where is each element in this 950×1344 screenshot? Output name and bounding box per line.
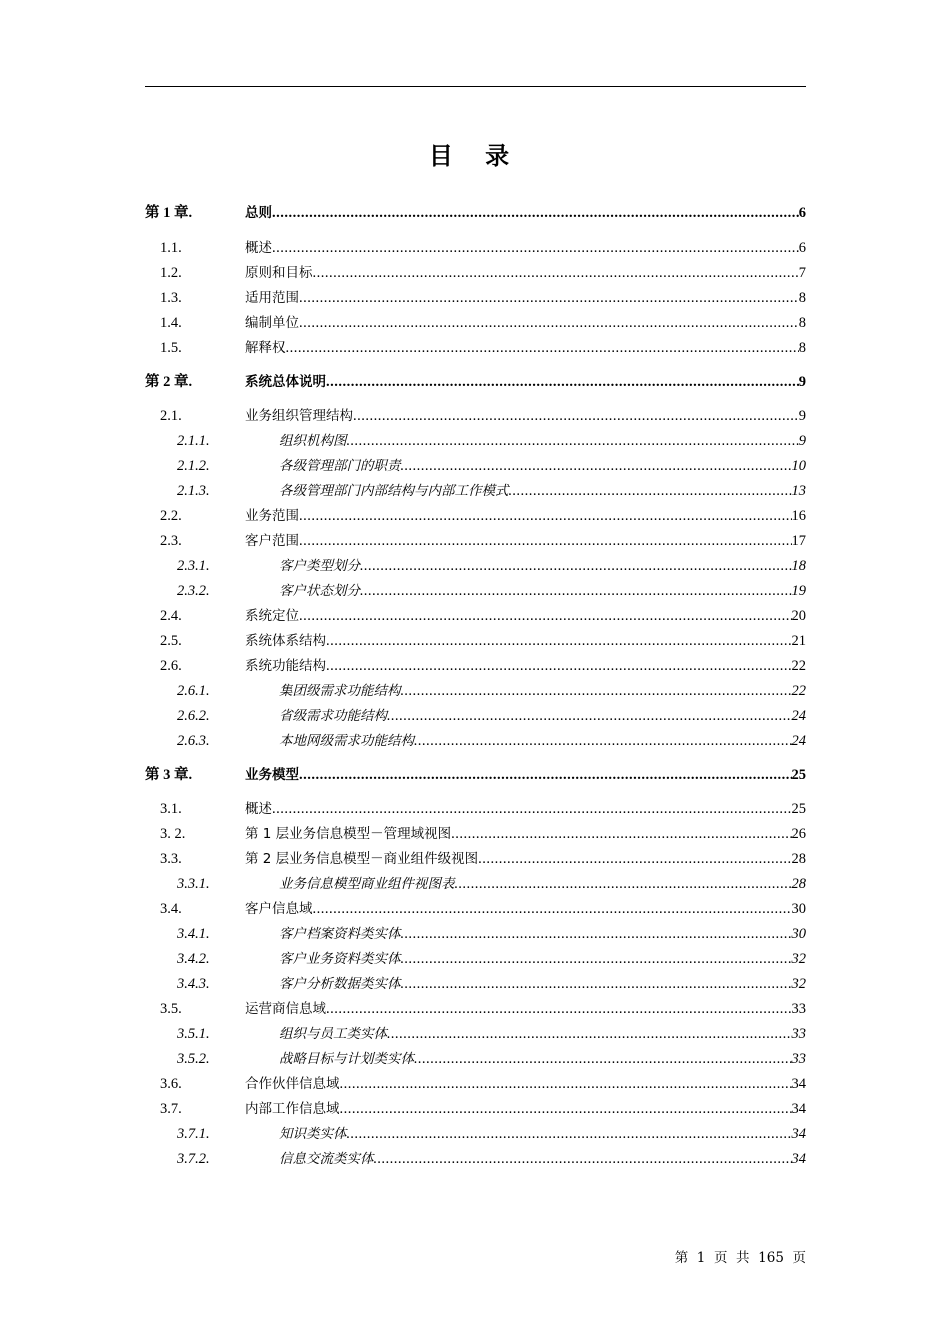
toc-entry-number: 3.4.3. <box>177 976 210 992</box>
toc-entry[interactable] <box>160 606 806 626</box>
dot-leader <box>299 606 792 626</box>
toc-entry-number: 3.7.1. <box>177 1126 210 1142</box>
toc-entry-label: 原则和目标 <box>245 265 313 281</box>
dot-leader <box>347 431 799 451</box>
toc-entry-label: 集团级需求功能结构 <box>279 683 401 699</box>
toc-entry-number: 2.6. <box>160 658 182 674</box>
toc-entry-page: 33 <box>791 1051 806 1067</box>
toc-entry-page: 6 <box>798 205 806 221</box>
toc-entry-page: 33 <box>791 1026 806 1042</box>
dot-leader <box>401 949 792 969</box>
toc-entry[interactable] <box>160 899 806 919</box>
toc-entry-label: 客户范围 <box>245 533 299 549</box>
toc-entry-number: 2.4. <box>160 608 182 624</box>
toc-entry[interactable] <box>160 824 806 844</box>
toc-entry-label: 系统体系结构 <box>245 633 326 649</box>
toc-entry-page: 26 <box>791 826 806 842</box>
toc-entry-number: 3.7. <box>160 1101 182 1117</box>
toc-entry-number: 2.6.1. <box>177 683 210 699</box>
dot-leader <box>340 1074 792 1094</box>
toc-entry-number: 3.3. <box>160 851 182 867</box>
toc-entry-label: 客户档案资料类实体 <box>279 926 401 942</box>
dot-leader <box>401 974 792 994</box>
toc-entry-label: 解释权 <box>245 340 286 356</box>
toc-entry-number: 第 3 章. <box>145 767 193 783</box>
toc-entry-page: 30 <box>791 901 806 917</box>
toc-entry[interactable] <box>177 1149 806 1169</box>
toc-entry-number: 3.1. <box>160 801 182 817</box>
dot-leader <box>326 656 792 676</box>
toc-entry-label: 各级管理部门内部结构与内部工作模式 <box>279 483 509 499</box>
toc-entry-page: 10 <box>791 458 806 474</box>
toc-entry-number: 2.3.2. <box>177 583 210 599</box>
toc-entry-number: 3.5. <box>160 1001 182 1017</box>
toc-entry-number: 第 1 章. <box>145 205 193 221</box>
toc-entry-label: 系统总体说明 <box>245 374 326 390</box>
toc-entry-page: 7 <box>798 265 806 281</box>
toc-entry[interactable] <box>177 431 806 451</box>
toc-entry[interactable] <box>160 799 806 819</box>
toc-entry-number: 2.1. <box>160 408 182 424</box>
toc-entry-number: 1.2. <box>160 265 182 281</box>
toc-entry-page: 8 <box>798 340 806 356</box>
toc-entry[interactable] <box>160 999 806 1019</box>
toc-entry-page: 16 <box>791 508 806 524</box>
dot-leader <box>478 849 791 869</box>
toc-entry-number: 1.3. <box>160 290 182 306</box>
toc-entry[interactable] <box>177 874 806 894</box>
toc-entry-label: 各级管理部门的职责 <box>279 458 401 474</box>
toc-entry-number: 3.4.1. <box>177 926 210 942</box>
toc-chapter-entry[interactable] <box>145 203 806 223</box>
toc-entry[interactable] <box>160 506 806 526</box>
toc-entry-label: 业务模型 <box>245 767 299 783</box>
toc-entry-page: 9 <box>798 408 806 424</box>
toc-entry-number: 3.4.2. <box>177 951 210 967</box>
dot-leader <box>326 999 792 1019</box>
toc-entry[interactable] <box>177 1024 806 1044</box>
toc-entry[interactable] <box>160 406 806 426</box>
dot-leader <box>401 924 792 944</box>
toc-entry-label: 省级需求功能结构 <box>279 708 387 724</box>
toc-entry-page: 33 <box>791 1001 806 1017</box>
toc-entry-page: 19 <box>791 583 806 599</box>
dot-leader <box>455 874 792 894</box>
toc-entry[interactable] <box>160 238 806 258</box>
toc-entry-number: 3. 2. <box>160 826 186 842</box>
toc-entry-number: 1.1. <box>160 240 182 256</box>
dot-leader <box>414 1049 792 1069</box>
dot-leader <box>299 765 792 785</box>
toc-entry-label: 组织机构图 <box>279 433 347 449</box>
toc-entry-label: 合作伙伴信息域 <box>245 1076 340 1092</box>
dot-leader <box>353 406 799 426</box>
toc-entry-label: 第 2 层业务信息模型－商业组件级视图 <box>245 851 479 867</box>
toc-entry-page: 32 <box>791 976 806 992</box>
dot-leader <box>272 203 799 223</box>
dot-leader <box>347 1124 792 1144</box>
toc-entry-number: 2.6.2. <box>177 708 210 724</box>
dot-leader <box>414 731 792 751</box>
toc-entry-number: 3.5.2. <box>177 1051 210 1067</box>
toc-entry-number: 2.1.3. <box>177 483 210 499</box>
toc-entry-page: 25 <box>791 767 806 783</box>
toc-entry-page: 32 <box>791 951 806 967</box>
toc-entry[interactable] <box>160 849 806 869</box>
toc-entry-label: 本地网级需求功能结构 <box>279 733 414 749</box>
toc-entry-number: 2.1.2. <box>177 458 210 474</box>
dot-leader <box>401 456 792 476</box>
toc-entry-page: 21 <box>791 633 806 649</box>
toc-entry[interactable] <box>160 288 806 308</box>
toc-entry-label: 内部工作信息域 <box>245 1101 340 1117</box>
toc-entry-label: 适用范围 <box>245 290 299 306</box>
toc-entry-page: 22 <box>791 683 806 699</box>
toc-entry-label: 运营商信息域 <box>245 1001 326 1017</box>
toc-entry-label: 总则 <box>245 205 272 221</box>
page-footer: 第 1 页 共 165 页 <box>674 1250 806 1266</box>
toc-entry-page: 24 <box>791 708 806 724</box>
toc-entry-page: 34 <box>791 1126 806 1142</box>
toc-entry-number: 2.1.1. <box>177 433 210 449</box>
toc-entry-label: 组织与员工类实体 <box>279 1026 387 1042</box>
toc-entry[interactable] <box>160 313 806 333</box>
toc-entry-page: 9 <box>798 433 806 449</box>
toc-entry-number: 3.4. <box>160 901 182 917</box>
toc-entry-number: 1.5. <box>160 340 182 356</box>
toc-chapter-entry[interactable] <box>145 372 806 392</box>
toc-entry-number: 2.3.1. <box>177 558 210 574</box>
toc-entry[interactable] <box>177 681 806 701</box>
toc-entry-page: 30 <box>791 926 806 942</box>
dot-leader <box>299 288 799 308</box>
toc-entry-number: 第 2 章. <box>145 374 193 390</box>
toc-entry-label: 客户分析数据类实体 <box>279 976 401 992</box>
toc-entry[interactable] <box>177 581 806 601</box>
toc-entry[interactable] <box>160 631 806 651</box>
toc-entry-label: 编制单位 <box>245 315 299 331</box>
toc-entry[interactable] <box>160 263 806 283</box>
toc-entry-page: 18 <box>791 558 806 574</box>
toc-entry[interactable] <box>177 556 806 576</box>
toc-entry[interactable] <box>177 481 806 501</box>
toc-entry-label: 客户状态划分 <box>279 583 360 599</box>
toc-entry[interactable] <box>160 531 806 551</box>
toc-entry-page: 20 <box>791 608 806 624</box>
toc-entry-page: 17 <box>791 533 806 549</box>
dot-leader <box>360 581 792 601</box>
dot-leader <box>299 531 792 551</box>
toc-entry-number: 3.3.1. <box>177 876 210 892</box>
toc-entry-page: 34 <box>791 1101 806 1117</box>
toc-entry-label: 业务组织管理结构 <box>245 408 353 424</box>
toc-entry-page: 28 <box>791 876 806 892</box>
toc-entry[interactable] <box>160 338 806 358</box>
toc-entry-label: 概述 <box>245 801 272 817</box>
toc-entry-page: 22 <box>791 658 806 674</box>
toc-entry-page: 25 <box>791 801 806 817</box>
toc-entry[interactable] <box>160 1099 806 1119</box>
toc-entry-label: 客户业务资料类实体 <box>279 951 401 967</box>
dot-leader <box>326 631 792 651</box>
toc-entry[interactable] <box>177 1049 806 1069</box>
toc-entry-label: 客户类型划分 <box>279 558 360 574</box>
toc-entry[interactable] <box>177 1124 806 1144</box>
toc-entry-page: 6 <box>798 240 806 256</box>
toc-entry-label: 第 1 层业务信息模型－管理域视图 <box>245 826 452 842</box>
toc-entry-number: 2.2. <box>160 508 182 524</box>
dot-leader <box>272 238 799 258</box>
dot-leader <box>401 681 792 701</box>
toc-entry-number: 2.3. <box>160 533 182 549</box>
toc-entry-page: 24 <box>791 733 806 749</box>
toc-entry[interactable] <box>177 949 806 969</box>
toc-entry-label: 业务信息模型商业组件视图表 <box>279 876 455 892</box>
toc-entry-label: 概述 <box>245 240 272 256</box>
toc-entry[interactable] <box>177 706 806 726</box>
dot-leader <box>299 506 792 526</box>
dot-leader <box>286 338 799 358</box>
toc-entry-number: 3.5.1. <box>177 1026 210 1042</box>
toc-entry[interactable] <box>177 924 806 944</box>
toc-chapter-entry[interactable] <box>145 765 806 785</box>
dot-leader <box>313 899 792 919</box>
dot-leader <box>374 1149 792 1169</box>
toc-entry-label: 战略目标与计划类实体 <box>279 1051 414 1067</box>
dot-leader <box>387 706 792 726</box>
dot-leader <box>313 263 799 283</box>
toc-entry-label: 信息交流类实体 <box>279 1151 374 1167</box>
toc-entry-label: 知识类实体 <box>279 1126 347 1142</box>
toc-entry[interactable] <box>177 456 806 476</box>
dot-leader <box>451 824 791 844</box>
toc-entry-label: 系统定位 <box>245 608 299 624</box>
dot-leader <box>340 1099 792 1119</box>
toc-entry-number: 2.6.3. <box>177 733 210 749</box>
toc-entry-page: 8 <box>798 315 806 331</box>
toc-entry[interactable] <box>160 1074 806 1094</box>
toc-entry-page: 34 <box>791 1151 806 1167</box>
toc-entry-page: 13 <box>791 483 806 499</box>
toc-entry-number: 1.4. <box>160 315 182 331</box>
toc-entry[interactable] <box>160 656 806 676</box>
dot-leader <box>387 1024 792 1044</box>
dot-leader <box>272 799 792 819</box>
dot-leader <box>299 313 799 333</box>
toc-entry-page: 8 <box>798 290 806 306</box>
dot-leader <box>360 556 792 576</box>
page-title: 目 录 <box>428 142 522 170</box>
toc-entry-number: 3.7.2. <box>177 1151 210 1167</box>
toc-entry[interactable] <box>177 731 806 751</box>
toc-entry-page: 9 <box>798 374 806 390</box>
toc-entry-page: 28 <box>791 851 806 867</box>
toc-entry-label: 客户信息域 <box>245 901 313 917</box>
toc-entry-label: 系统功能结构 <box>245 658 326 674</box>
toc-entry[interactable] <box>177 974 806 994</box>
toc-entry-page: 34 <box>791 1076 806 1092</box>
dot-leader <box>509 481 792 501</box>
toc-entry-label: 业务范围 <box>245 508 299 524</box>
toc-entry-number: 2.5. <box>160 633 182 649</box>
dot-leader <box>326 372 799 392</box>
toc-entry-number: 3.6. <box>160 1076 182 1092</box>
